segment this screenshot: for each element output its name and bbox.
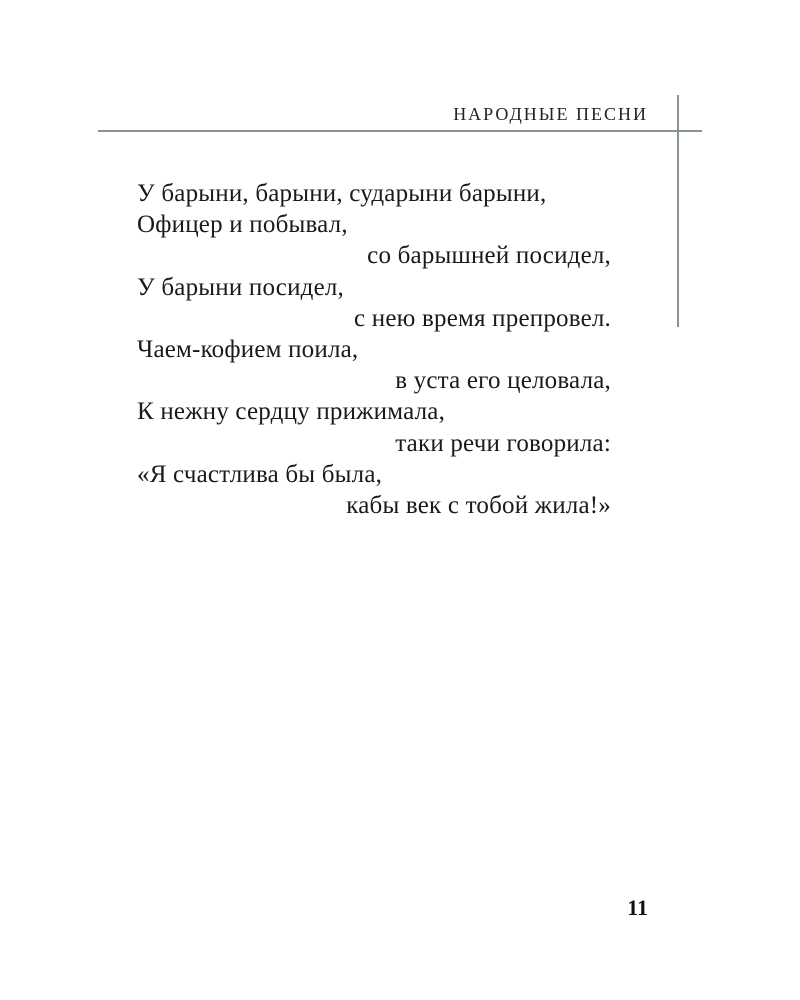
poem-line: со барышней посидел, — [367, 242, 611, 270]
poem-line: в уста его целовала, — [395, 367, 611, 395]
running-head-title: НАРОДНЫЕ ПЕСНИ — [453, 104, 648, 124]
header-vertical-rule — [677, 95, 679, 327]
poem-line: Офицер и побывал, — [137, 211, 348, 239]
poem-line: У барыни, барыни, сударыни барыни, — [137, 180, 547, 207]
poem-line: с нею время препровел. — [354, 304, 611, 332]
page-number: 11 — [627, 895, 648, 920]
header-horizontal-rule — [98, 130, 702, 132]
poem-line: «Я счастлива бы была, — [137, 460, 383, 488]
poem-text — [137, 178, 611, 521]
poem-line: кабы век с тобой жила!» — [346, 491, 611, 519]
poem-line: У барыни посидел, — [137, 273, 344, 301]
poem-line: таки речи говорила: — [395, 429, 611, 457]
poem-line: Чаем-кофием поила, — [137, 335, 359, 363]
poem-line: К нежну сердцу прижимала, — [137, 398, 446, 426]
